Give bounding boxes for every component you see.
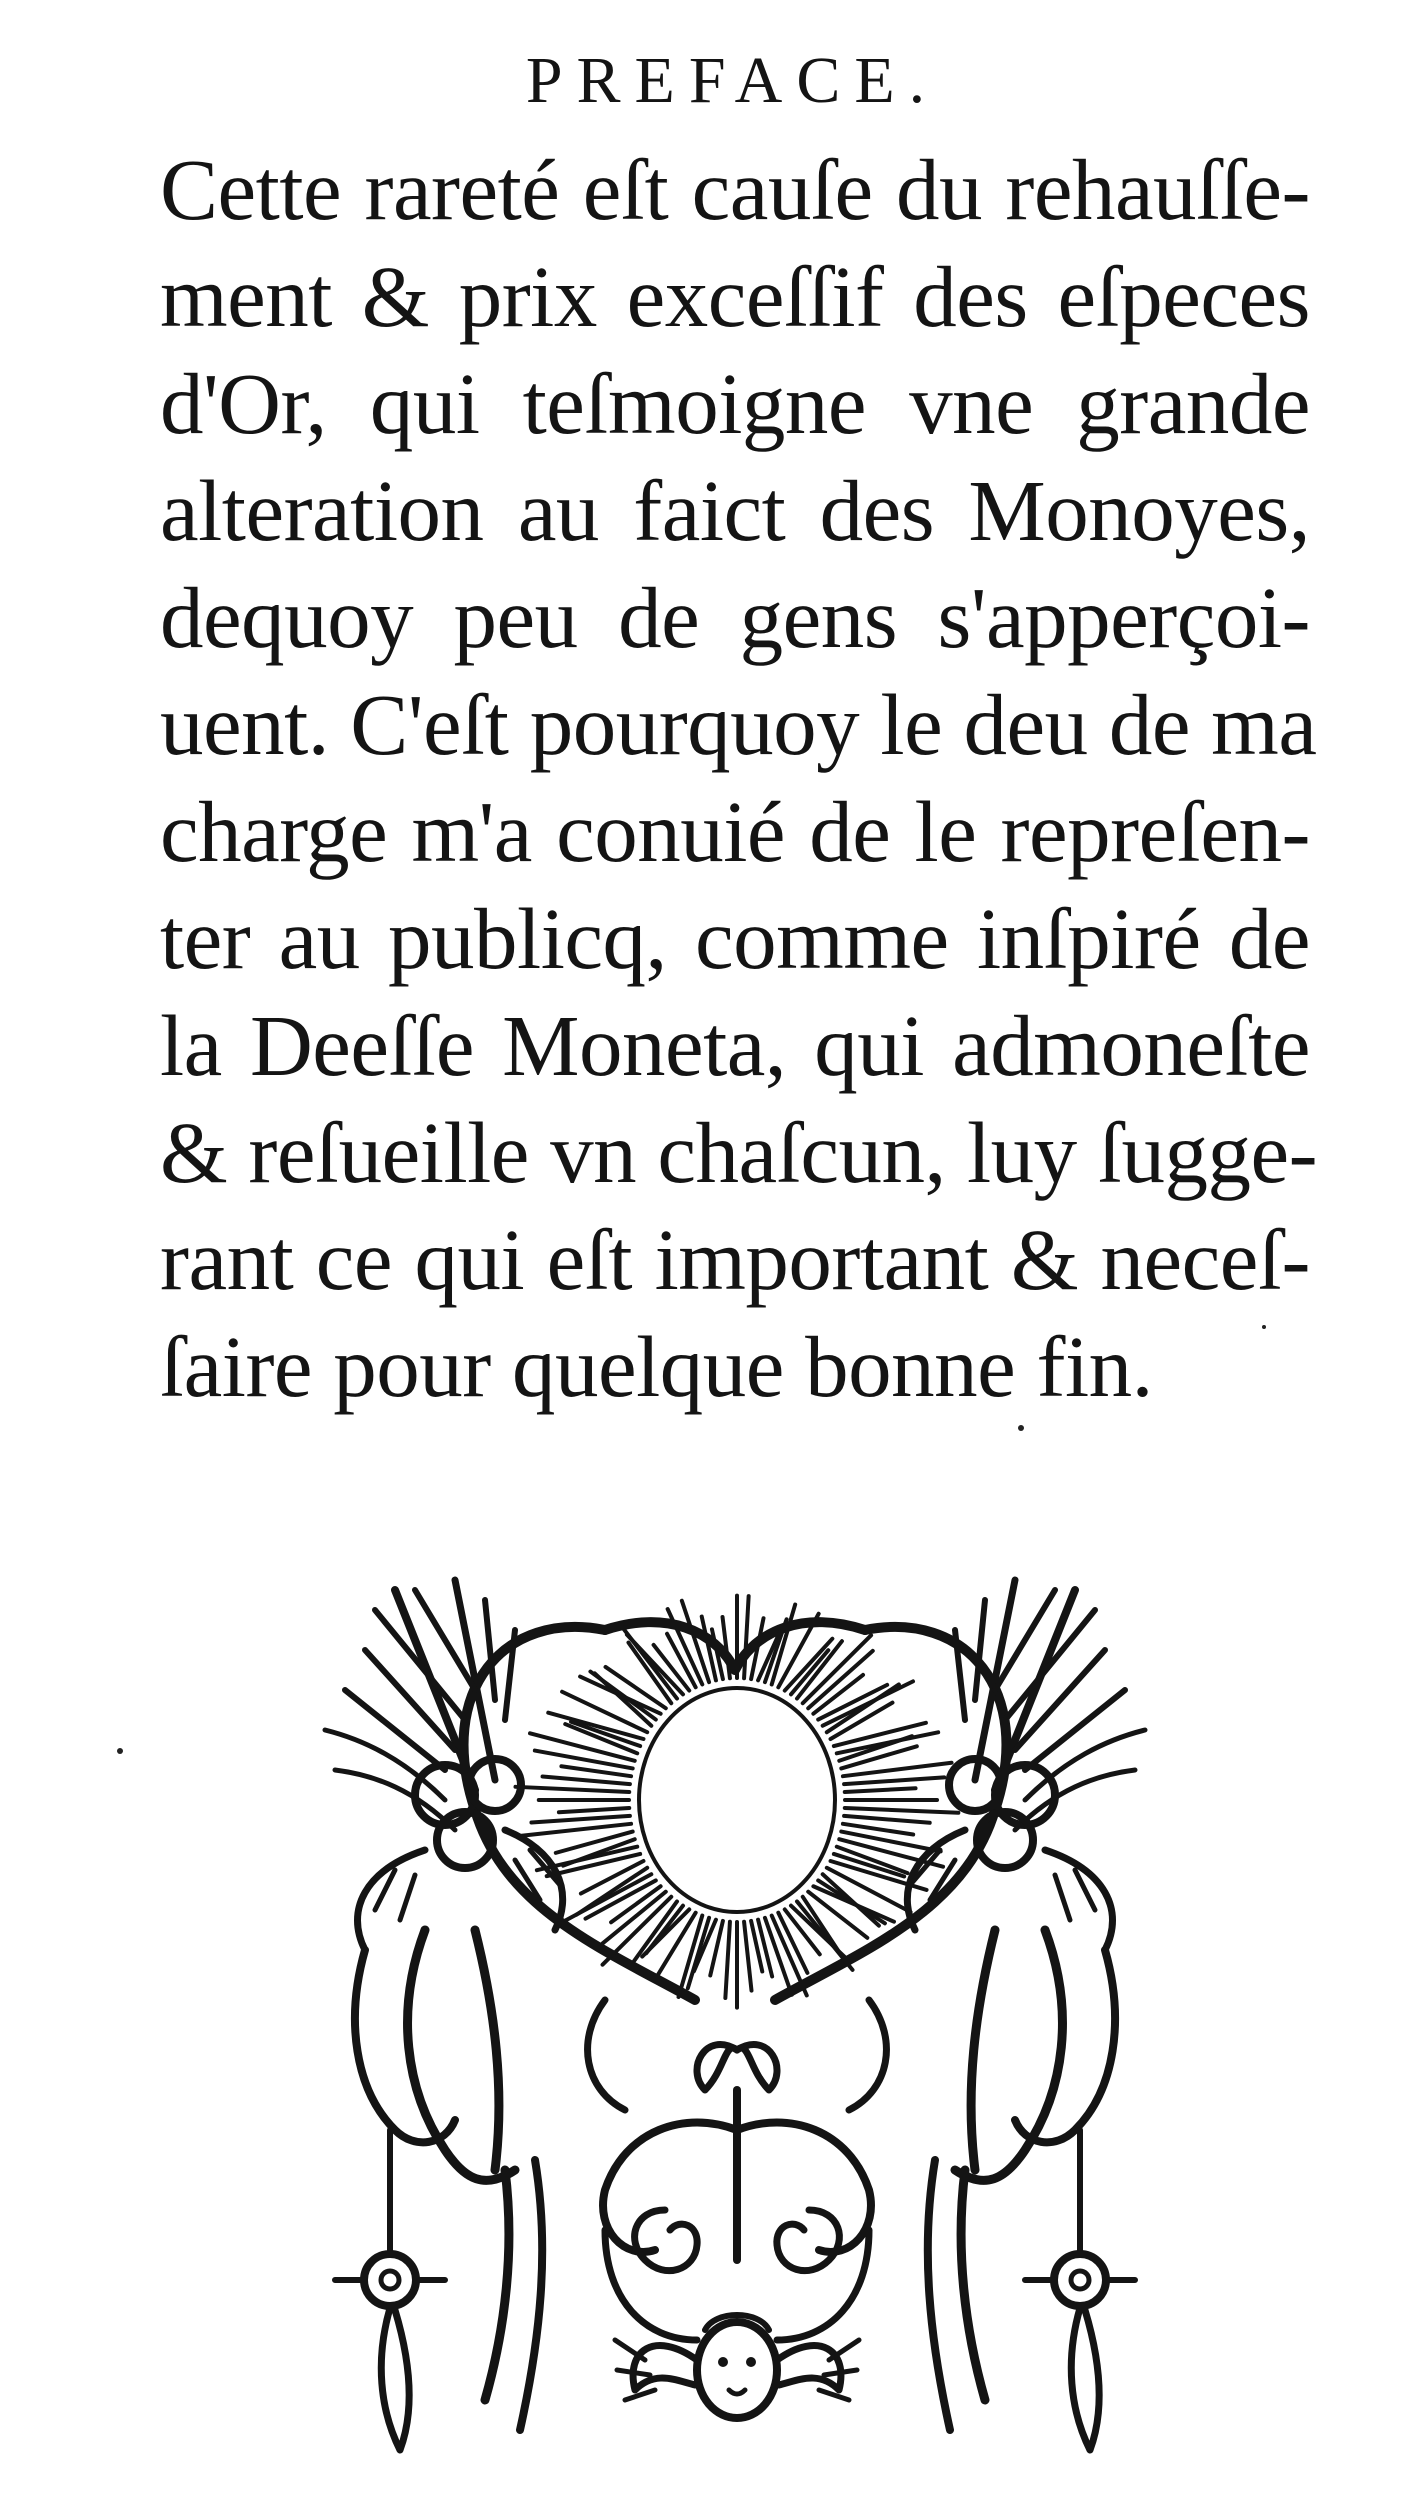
text-line-6: uent. C'eſt pourquoy le deu de ma: [160, 676, 1317, 773]
ink-speck: [1018, 1425, 1024, 1431]
text-line-8: ter au publicq, comme inſpiré de: [160, 890, 1310, 987]
text-line-2: ment & prix exceſſif des eſpeces: [160, 248, 1310, 345]
running-head: PREFACE.: [525, 44, 940, 117]
woodcut-tailpiece-icon: [305, 1570, 1165, 2470]
text-line-11: rant ce qui eſt important & neceſ-: [160, 1211, 1310, 1308]
text-line-12: ſaire pour quelque bonne fin.: [160, 1318, 1153, 1415]
text-line-4: alteration au faict des Monoyes,: [160, 462, 1310, 559]
text-line-3: d'Or, qui teſmoigne vne grande: [160, 355, 1310, 452]
text-line-10: & reſueille vn chaſcun, luy ſugge-: [160, 1104, 1318, 1201]
text-line-5: dequoy peu de gens s'apperçoi-: [160, 569, 1310, 666]
text-line-7: charge m'a conuié de le repreſen-: [160, 783, 1310, 880]
ink-speck: [117, 1748, 123, 1754]
ink-speck: [1262, 1325, 1266, 1329]
text-line-1: Cette rareté eſt cauſe du rehauſſe-: [160, 141, 1310, 238]
preface-text-block: [160, 136, 1318, 1420]
text-line-9: la Deeſſe Moneta, qui admoneſte: [160, 997, 1310, 1094]
